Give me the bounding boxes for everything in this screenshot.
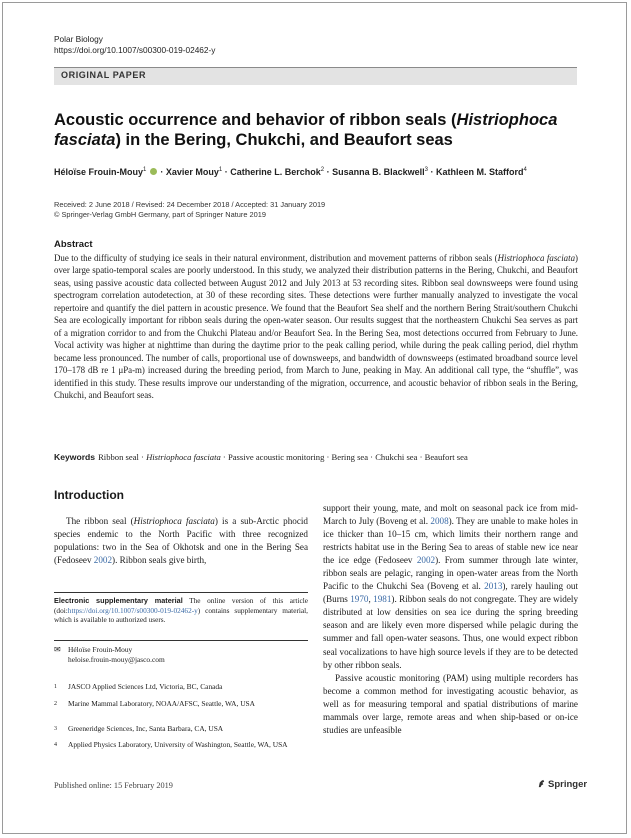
journal-doi[interactable]: https://doi.org/10.1007/s00300-019-02462-y <box>54 45 216 55</box>
citation-link[interactable]: 2008 <box>430 516 449 527</box>
envelope-icon: ✉ <box>54 645 61 654</box>
keywords: Keywords Ribbon seal · Histriophoca fasciata · Passive acoustic monitoring · Bering sea · Chukchi sea · Beaufort sea <box>54 452 468 462</box>
article-history <box>54 200 325 220</box>
citation-link[interactable]: 1970 <box>350 594 369 605</box>
supplementary-link[interactable]: https://doi.org/10.1007/s00300-019-02462-y <box>67 605 198 615</box>
author-name[interactable]: Catherine L. Berchok <box>230 167 321 177</box>
pam-paragraph: Passive acoustic monitoring (PAM) using multiple recorders has become a common method for investigating acoustic behavior, as well as for measuring temporal and spatial distributions of marine mammals over large, remote areas and when ship-based or on-ice studies are unfeasible <box>323 672 578 735</box>
right-column-text: support their young, mate, and molt on seasonal pack ice from mid-March to July (Boveng et al. 2008). They are unable to make holes in ice thicker than 10–15 cm, which limits their northern range and restricts habitat use in the Bering Sea to areas of stable new ice near the ice edge (Fedoseev 2002). From summer through late winter, ribbon seals are pelagic, ranging in open-water areas from the North Pacific to the Chukchi Sea (Boveng et al. 2013), rarely hauling out (Burns 1970, 1981). Ribbon seals do not congregate. They are widely distributed at low densities on sea ice during the spring breeding season and are likely even more dispersed while pelagic during the summer and fall open-water seasons. Thus, one would expect ribbon seal vocalizations to have high source levels if they are to be detected by other ribbon seals. Passive acoustic monitoring (PAM) using multiple recorders has become a common method for investigating acoustic behavior, as well as for measuring temporal and spatial distributions of marine mammals over large, remote areas and when ship-based or on-ice studies are unfeasible <box>323 502 578 737</box>
affiliation-3: 3 Greeneridge Sciences, Inc, Santa Barbara, CA, USA <box>54 724 224 733</box>
section-heading-introduction: Introduction <box>54 488 124 502</box>
citation-link[interactable]: 2002 <box>93 555 113 566</box>
author-name[interactable]: Susanna B. Blackwell <box>332 167 425 177</box>
springer-horse-icon <box>537 779 546 788</box>
article-type-banner <box>54 67 577 85</box>
abstract-text: Due to the difficulty of studying ice seals in their natural environment, distribution and movement patterns of ribbon seals (Histriophoca fasciata) over large spatio-temporal scales are poorly understood. In this study, we analyzed their distribution patterns in the Bering, Chukchi, and Beaufort seas, using passive acoustic data collected between August 2012 and July 2013 at 53 recording sites. Ribbon seal downsweeps were found using spectrogram correlation autodetection, at 30 of these recording sites. These detections were further manually analyzed to investigate the vocal repertoire and quantify the diel pattern in acoustic presence. We found that the Beaufort Sea shelf and the northern Bering Strait/southern Chukchi Sea are ecologically important for ribbon seals during the open-water season. Our results suggest that the northeastern Chukchi Sea serves as part of a migration corridor to and from the Chukchi Plateau and/or Beaufort Sea. In the Bering Sea, most detections occurred from February to June. Vocal activity was higher at nighttime than during the daytime prior to the peak calling period, while during the peak calling period, diel rhythm became less pronounced. The number of calls, proportional use of downsweeps, and bandwidth of downsweeps (estimated broadband source level 170–178 dB re 1 μPa-m) increased during the breeding period, from March to June, peaking in May. An additional call type, the “shuffle”, was identified in this study. These results improve our understanding of the migration, occurrence, and acoustic behavior of ribbon seals in the Bering, Chukchi, and Beaufort seas. <box>54 253 578 400</box>
corresponding-author <box>54 645 308 665</box>
citation-link[interactable]: 2013 <box>484 581 503 592</box>
history-dates: Received: 2 June 2018 / Revised: 24 December 2018 / Accepted: 31 January 2019 <box>54 200 326 209</box>
author-name[interactable]: Xavier Mouy <box>165 167 219 177</box>
journal-info <box>54 34 215 56</box>
copyright: © Springer-Verlag GmbH Germany, part of Springer Nature 2019 <box>54 210 266 219</box>
journal-name: Polar Biology <box>54 34 103 44</box>
citation-link[interactable]: 2002 <box>416 555 436 566</box>
affiliation-2: 2 Marine Mammal Laboratory, NOAA/AFSC, Seattle, WA, USA <box>54 699 255 708</box>
footnote-divider <box>54 592 308 593</box>
abstract-heading: Abstract <box>54 239 93 250</box>
published-date: Published online: 15 February 2019 <box>54 781 173 790</box>
supplementary-note: Electronic supplementary material The online version of this article (doi:https://doi.org/10.1007/s00300-019-02462-y) contains supplementary material, which is available to authorized users. <box>54 596 308 625</box>
author-name[interactable]: Héloïse Frouin‑Mouy <box>54 167 144 177</box>
contact-email[interactable]: heloise.frouin-mouy@jasco.com <box>68 655 165 664</box>
intro-paragraph: The ribbon seal (Histriophoca fasciata) is a sub-Arctic phocid species endemic to the North Pacific with three recognized populations: two in the Sea of Okhotsk and one in the Bering Sea (Fedoseev 2002). Ribbon seals give birth, <box>54 516 308 566</box>
paper-title: Acoustic occurrence and behavior of ribbon seals (Histriophoca fasciata) in the Bering, Chukchi, and Beaufort seas <box>54 111 558 149</box>
keywords-label: Keywords <box>54 452 96 462</box>
citation-link[interactable]: 1981 <box>373 594 392 605</box>
orcid-icon[interactable] <box>150 168 157 175</box>
affiliation-1: 1 JASCO Applied Sciences Ltd, Victoria, BC, Canada <box>54 682 223 691</box>
author-list: Héloïse Frouin‑Mouy$^1$ · Xavier Mouy$^1$ · Catherine L. Berchok$^2$ · Susanna B. Blackwell$^3$ · Kathleen M. Stafford$^4$ <box>54 167 527 177</box>
contact-divider <box>54 640 308 641</box>
publisher-logo: Springer <box>537 779 587 790</box>
contact-name: Héloïse Frouin-Mouy <box>68 645 133 654</box>
affiliation-4: 4 Applied Physics Laboratory, University of Washington, Seattle, WA, USA <box>54 740 288 749</box>
article-type: ORIGINAL PAPER <box>61 70 147 80</box>
author-name[interactable]: Kathleen M. Stafford <box>436 167 524 177</box>
